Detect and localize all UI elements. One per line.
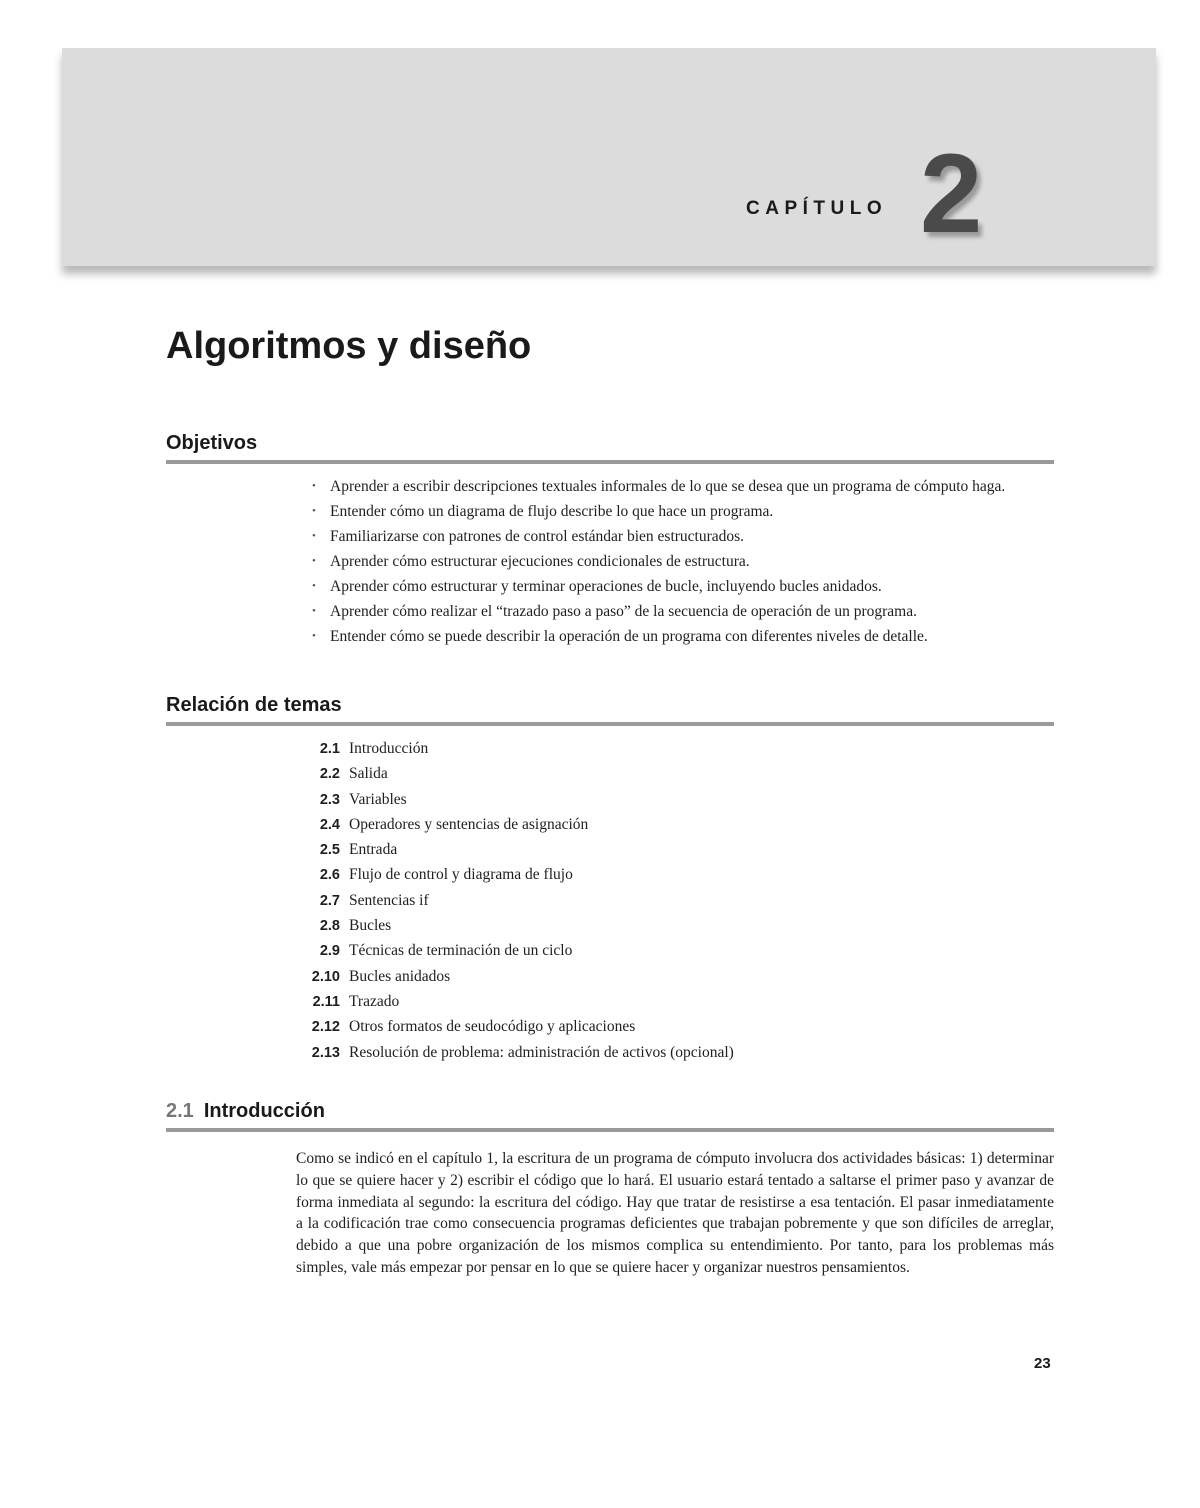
section-heading-text: Introducción: [203, 1100, 325, 1122]
topic-row: [290, 738, 734, 763]
topic-number: 2.2: [319, 766, 340, 783]
topic-title: Flujo de control y diagrama de flujo: [349, 866, 573, 884]
objective-item: [312, 551, 1042, 572]
topic-row: [290, 839, 734, 864]
objective-item: [312, 576, 1042, 597]
objective-text: Aprender cómo realizar el “trazado paso a paso” de la secuencia de operación de un programa.: [330, 603, 917, 620]
topic-row: [290, 940, 734, 965]
topic-title: Técnicas de terminación de un ciclo: [349, 942, 573, 960]
topic-row: [290, 915, 734, 940]
objective-item: [312, 601, 1042, 622]
chapter-title: Algoritmos y diseño: [166, 325, 532, 367]
objective-text: Aprender cómo estructurar ejecuciones condicionales de estructura.: [330, 553, 750, 570]
topic-number: 2.1: [319, 741, 340, 757]
topic-title: Variables: [349, 790, 407, 808]
topic-title: Introducción: [349, 740, 429, 757]
section-heading: [166, 1100, 1054, 1132]
topic-row: [290, 789, 734, 814]
bullet-icon: •: [312, 530, 316, 542]
topic-number: 2.11: [312, 993, 340, 1010]
objective-text: Familiarizarse con patrones de control estándar bien estructurados.: [330, 528, 745, 545]
topic-title: Bucles: [349, 917, 392, 935]
objective-item: [312, 626, 1042, 647]
topic-row: [290, 864, 734, 889]
topic-title: Sentencias if: [349, 891, 429, 909]
topic-title: Resolución de problema: administración de activos (opcional): [349, 1043, 734, 1061]
topic-number: 2.7: [319, 892, 340, 909]
topic-row: [290, 991, 734, 1016]
objective-item: [312, 476, 1042, 497]
objective-item: [312, 501, 1042, 522]
objectives-heading: [166, 432, 1054, 464]
bullet-icon: •: [312, 580, 316, 592]
topic-number: 2.10: [311, 968, 340, 985]
objective-text: Aprender cómo estructurar y terminar operaciones de bucle, incluyendo bucles anidados.: [330, 578, 882, 595]
topics-list: [290, 738, 734, 1067]
bullet-icon: •: [312, 630, 316, 642]
objective-item: [312, 526, 1042, 547]
objectives-list: [312, 476, 1042, 651]
bullet-icon: •: [312, 505, 316, 517]
topic-title: Operadores y sentencias de asignación: [349, 815, 589, 833]
topic-number: 2.13: [311, 1044, 340, 1061]
topics-heading-text: Relación de temas: [166, 694, 342, 716]
bullet-icon: •: [312, 605, 316, 617]
topic-number: 2.8: [319, 918, 340, 935]
topic-row: [290, 763, 734, 788]
chapter-banner: [62, 48, 1156, 266]
topic-title: Trazado: [349, 992, 400, 1010]
topic-number: 2.5: [319, 842, 340, 859]
topic-title: Otros formatos de seudocódigo y aplicaciones: [349, 1018, 636, 1036]
topic-row: [290, 814, 734, 839]
topic-row: [290, 1042, 734, 1067]
objective-text: Aprender a escribir descripciones textuales informales de lo que se desea que un programa de cómputo haga.: [330, 478, 1006, 495]
topic-row: [290, 966, 734, 991]
topic-number: 2.12: [311, 1019, 340, 1036]
chapter-label: CAPÍTULO: [746, 198, 888, 219]
objectives-heading-text: Objetivos: [166, 432, 258, 454]
objective-text: Entender cómo un diagrama de flujo describe lo que hace un programa.: [330, 503, 774, 520]
page-number: 23: [1034, 1355, 1051, 1372]
chapter-number: 2: [920, 131, 983, 256]
topic-row: [290, 890, 734, 915]
topics-heading: [166, 694, 1054, 726]
topic-title: Entrada: [349, 841, 398, 859]
objective-text: Entender cómo se puede describir la operación de un programa con diferentes niveles de detalle.: [330, 628, 928, 645]
topic-number: 2.6: [319, 867, 340, 884]
section-number: 2.1: [166, 1100, 194, 1122]
topic-number: 2.3: [319, 791, 340, 808]
topic-number: 2.9: [319, 943, 340, 960]
bullet-icon: •: [312, 555, 316, 567]
bullet-icon: •: [312, 480, 316, 492]
section-body: Como se indicó en el capítulo 1, la escritura de un programa de cómputo involucra dos actividades básicas: 1) determinar lo que se quiere hacer y 2) escribir el código que lo hará. El usuario estará tentado a saltarse el primer paso y avanzar de forma inmediata al segundo: la escritura del código. Hay que tratar de resistirse a esa tentación. El pasar inmediatamente a la codificación trae como consecuencia programas deficientes que trabajan pobremente y que son difíciles de arreglar, debido a que una pobre organización de los mismos complica su entendimiento. Por tanto, para los problemas más simples, vale más empezar por pensar en lo que se quiere hacer y organizar nuestros pensamientos.: [296, 1150, 1054, 1276]
topic-title: Bucles anidados: [349, 967, 451, 985]
topic-title: Salida: [349, 765, 388, 783]
topic-row: [290, 1016, 734, 1041]
topic-number: 2.4: [319, 816, 340, 833]
